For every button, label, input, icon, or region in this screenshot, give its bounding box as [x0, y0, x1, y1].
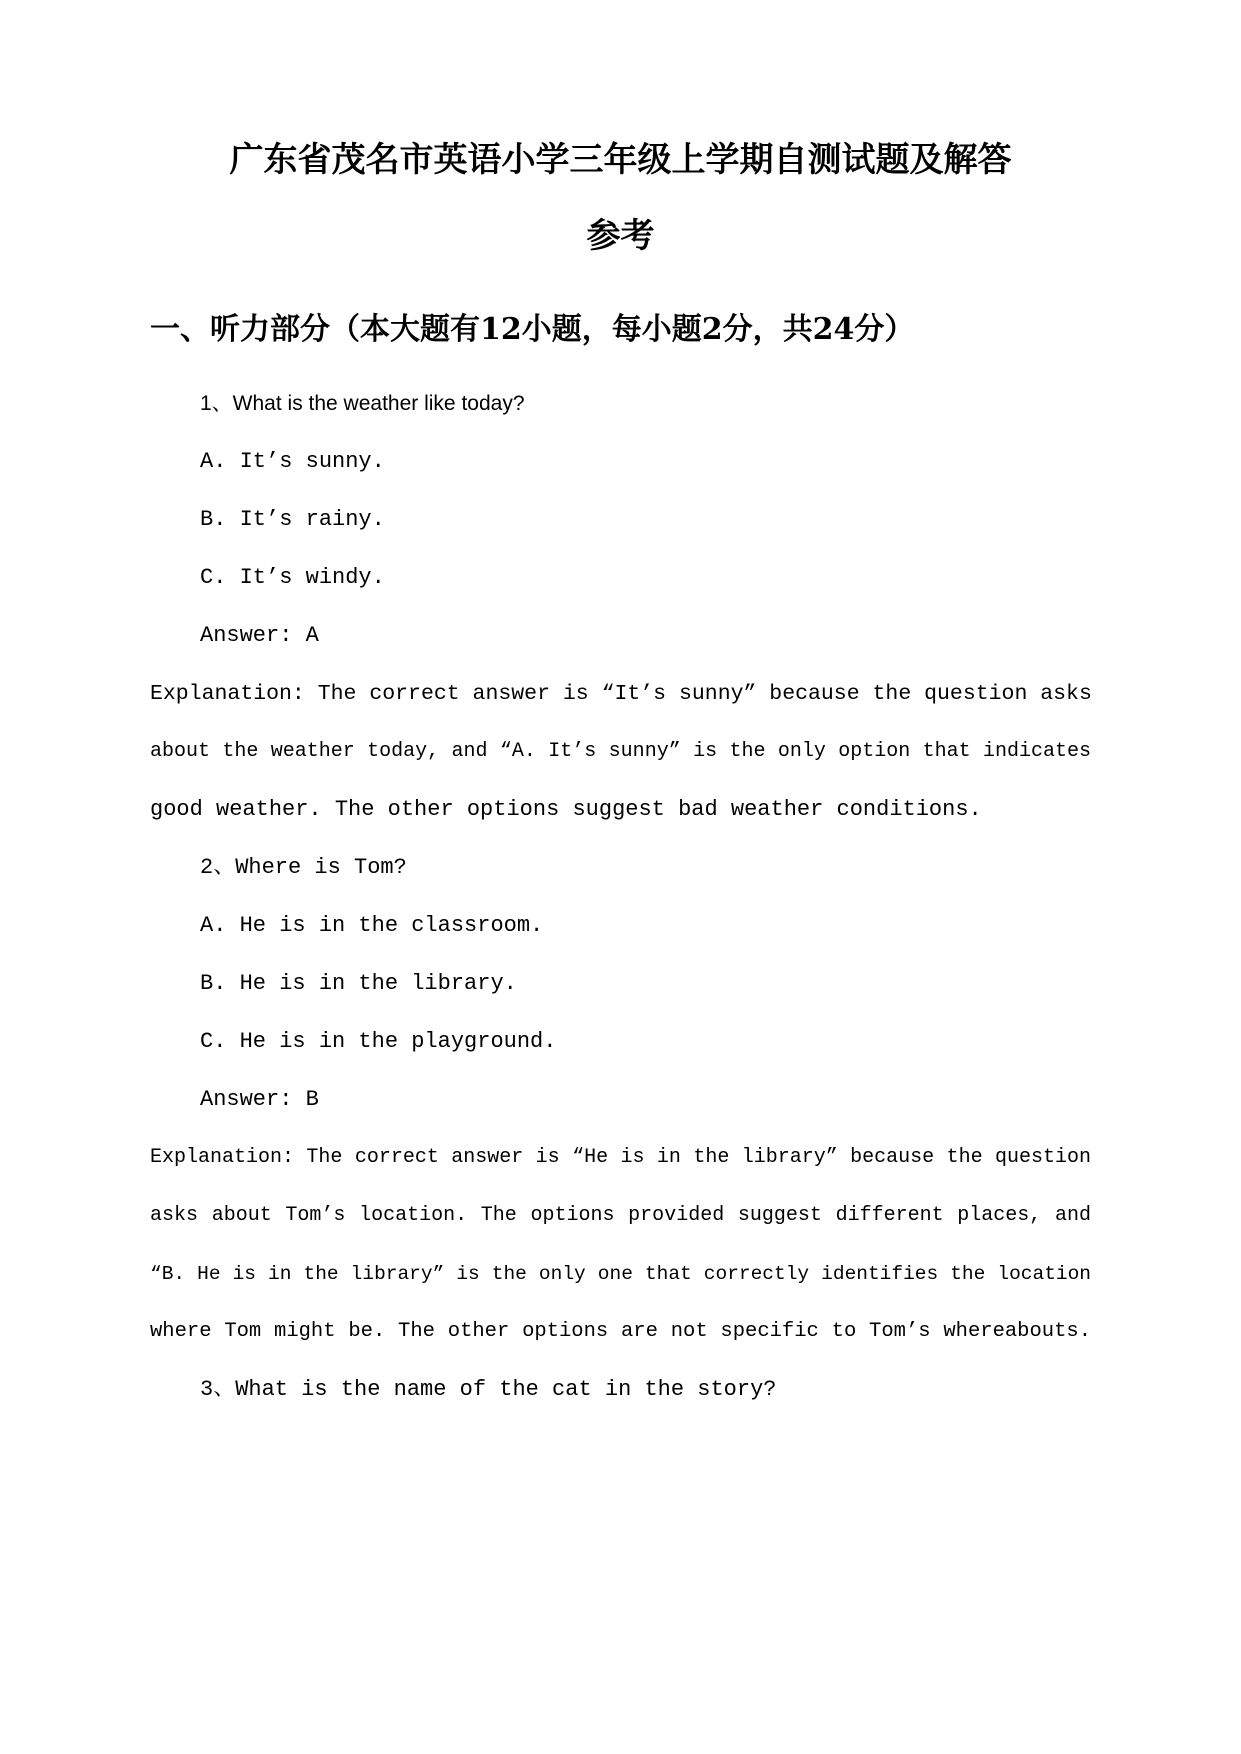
q1-explanation-line2: about the weather today, and “A. It’s sunny” is the only option that indicates [150, 740, 1091, 763]
q2-explanation-line4: where Tom might be. The other options are not specific to Tom’s whereabouts. [150, 1320, 1091, 1343]
q2-question: 2、Where is Tom? [200, 855, 407, 880]
document-title-line2: 参考 [586, 216, 655, 256]
document-title-line1: 广东省茂名市英语小学三年级上学期自测试题及解答 [229, 140, 1012, 180]
q2-explanation-line3: “B. He is in the library” is the only one that correctly identifies the location [150, 1263, 1091, 1285]
q2-option-b: B. He is in the library. [200, 971, 517, 996]
q2-explanation-line2: asks about Tom’s location. The options provided suggest different places, and [150, 1204, 1091, 1227]
q2-option-c: C. He is in the playground. [200, 1029, 557, 1054]
q2-option-a: A. He is in the classroom. [200, 913, 544, 938]
q1-explanation-line1: Explanation: The correct answer is “It’s sunny” because the question asks [150, 682, 1092, 706]
q1-question: 1、What is the weather like today? [200, 392, 525, 415]
q2-answer: Answer: B [200, 1087, 319, 1112]
q3-question: 3、What is the name of the cat in the story? [200, 1377, 777, 1402]
q1-explanation-line3: good weather. The other options suggest bad weather conditions. [150, 797, 982, 822]
q1-option-c: C. It’s windy. [200, 565, 385, 590]
q1-option-a: A. It’s sunny. [200, 449, 385, 474]
q1-answer: Answer: A [200, 623, 319, 648]
q1-option-b: B. It’s rainy. [200, 507, 385, 532]
q2-explanation-line1: Explanation: The correct answer is “He is in the library” because the question [150, 1146, 1091, 1169]
section-heading-listening: 一、听力部分（本大题有12小题，每小题2分，共24分） [150, 312, 915, 347]
